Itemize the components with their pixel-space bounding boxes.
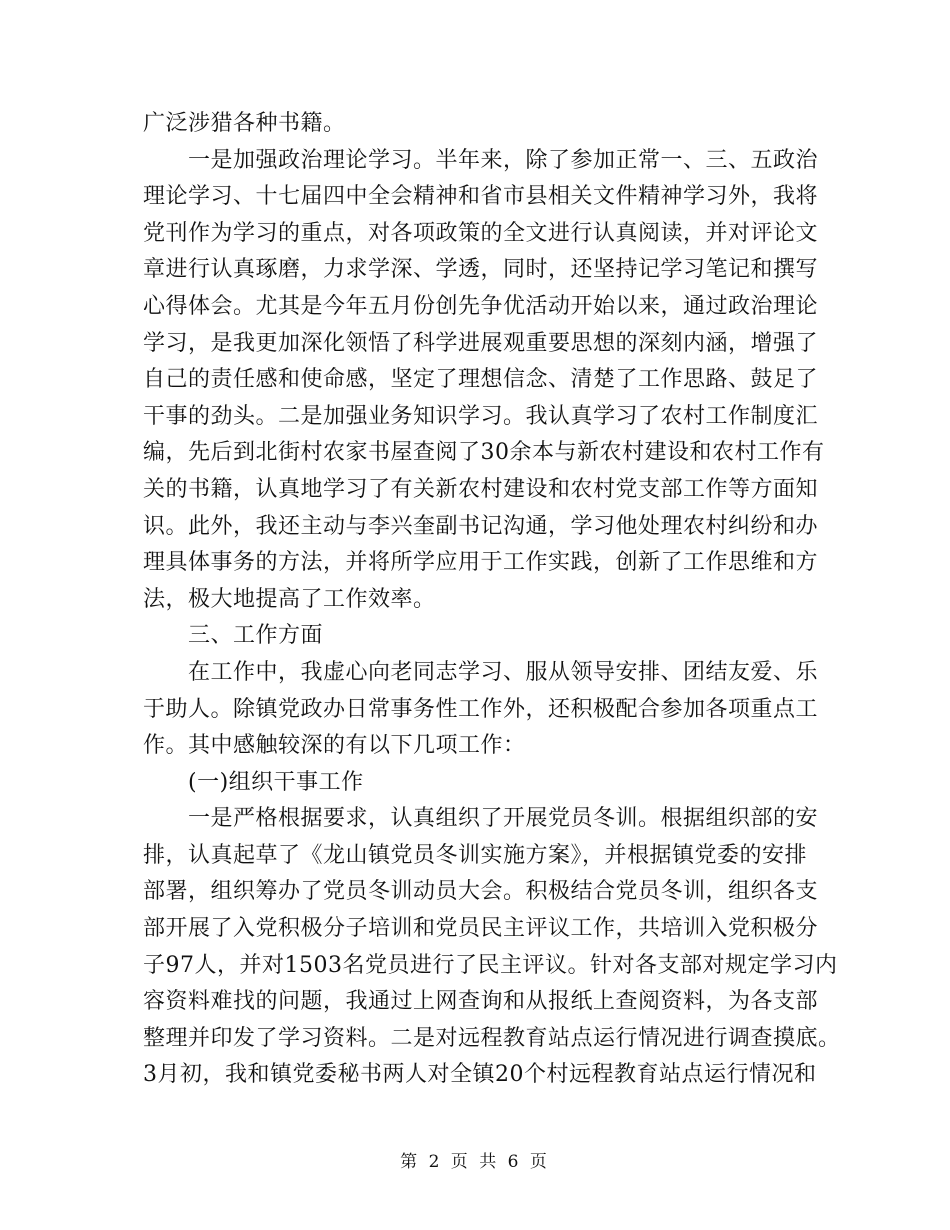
text-line: 三、工作方面: [188, 623, 324, 649]
text-line: 部开展了入党积极分子培训和党员民主评议工作，共培训入党积极分: [143, 916, 819, 942]
text-line: 在工作中，我虚心向老同志学习、服从领导安排、团结友爱、乐: [188, 659, 819, 685]
text-line: (一)组织干事工作: [188, 769, 364, 795]
text-line: 学习，是我更加深化领悟了科学进展观重要思想的深刻内涵，增强了: [143, 330, 819, 356]
text-line: 一是加强政治理论学习。半年来，除了参加正常一、三、五政治: [188, 147, 819, 173]
text-line: 心得体会。尤其是今年五月份创先争优活动开始以来，通过政治理论: [143, 293, 819, 319]
text-line: 整理并印发了学习资料。二是对远程教育站点运行情况进行调查摸底。: [143, 1025, 841, 1051]
text-line: 识。此外，我还主动与李兴奎副书记沟通，学习他处理农村纠纷和办: [143, 513, 819, 539]
text-line: 作。其中感触较深的有以下几项工作：: [143, 733, 526, 759]
text-line: 党刊作为学习的重点，对各项政策的全文进行认真阅读，并对评论文: [143, 220, 819, 246]
text-line: 于助人。除镇党政办日常事务性工作外，还积极配合参加各项重点工: [143, 696, 819, 722]
text-line: 理具体事务的方法，并将所学应用于工作实践，创新了工作思维和方: [143, 550, 819, 576]
text-line: 容资料难找的问题，我通过上网查询和从报纸上查阅资料，为各支部: [143, 989, 819, 1015]
text-line: 广泛涉猎各种书籍。: [143, 111, 346, 136]
text-line: 法，极大地提高了工作效率。: [143, 586, 436, 612]
text-line: 关的书籍，认真地学习了有关新农村建设和农村党支部工作等方面知: [143, 476, 819, 502]
text-line: 理论学习、十七届四中全会精神和省市县相关文件精神学习外，我将: [143, 184, 819, 210]
text-line: 干事的劲头。二是加强业务知识学习。我认真学习了农村工作制度汇: [143, 403, 819, 429]
text-line: 子97人，并对1503名党员进行了民主评议。针对各支部对规定学习内: [143, 952, 838, 978]
text-line: 3月初，我和镇党委秘书两人对全镇20个村远程教育站点运行情况和: [143, 1062, 817, 1088]
text-line: 自己的责任感和使命感，坚定了理想信念、清楚了工作思路、鼓足了: [143, 367, 819, 393]
body-text: [143, 106, 841, 1094]
text-line: 排，认真起草了《龙山镇党员冬训实施方案》，并根据镇党委的安排: [143, 842, 808, 868]
page-footer: 第 2 页 共 6 页: [400, 1152, 550, 1172]
text-line: 章进行认真琢磨，力求学深、学透，同时，还坚持记学习笔记和撰写: [143, 257, 819, 283]
text-line: 部署，组织筹办了党员冬训动员大会。积极结合党员冬训，组织各支: [143, 879, 819, 905]
text-line: 编，先后到北街村农家书屋查阅了30余本与新农村建设和农村工作有: [143, 440, 825, 466]
text-line: 一是严格根据要求，认真组织了开展党员冬训。根据组织部的安: [188, 806, 819, 832]
